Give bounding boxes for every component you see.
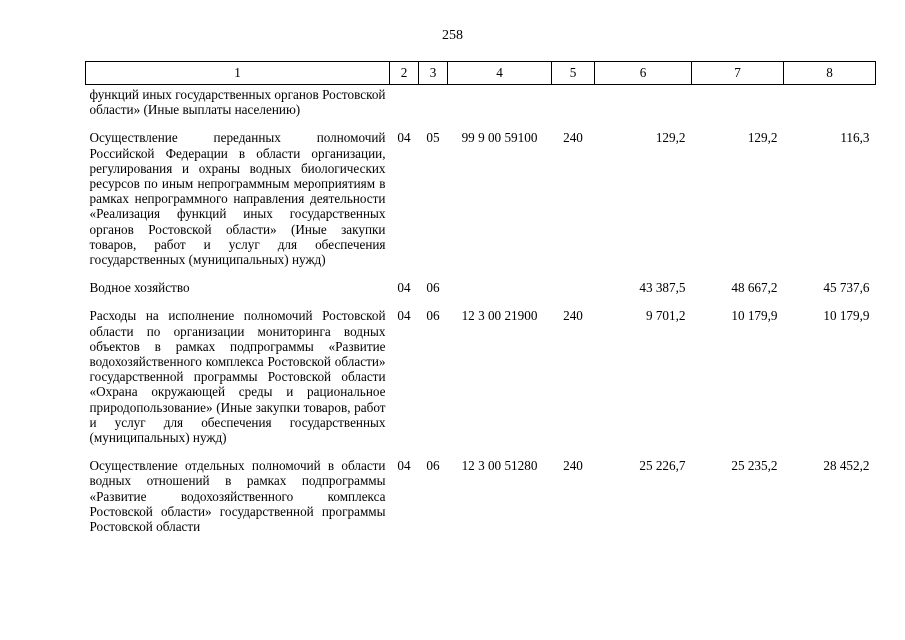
- row-target-code: 12 3 00 21900: [461, 308, 538, 324]
- row-amount-col6: 25 226,7: [639, 458, 686, 474]
- row-expense-type: [552, 280, 595, 308]
- row-description: функций иных государственных органов Ростовской области» (Иные выплаты населению): [89, 87, 386, 118]
- row-section: 04: [397, 308, 411, 324]
- row-expense-type: [552, 85, 595, 131]
- header-col-3: 3: [419, 62, 448, 85]
- table-body: [86, 85, 876, 535]
- row-section: 04: [397, 458, 411, 474]
- row-amount-col8: 116,3: [840, 130, 870, 146]
- header-col-2: 2: [390, 62, 419, 85]
- row-amount-col7: 129,2: [747, 130, 778, 146]
- row-expense-type: 240: [563, 308, 583, 324]
- row-section: 04: [397, 280, 411, 296]
- row-description: Водное хозяйство: [89, 280, 190, 296]
- header-col-1: 1: [86, 62, 390, 85]
- row-section: 04: [397, 130, 411, 146]
- row-subsection: 06: [426, 280, 440, 296]
- row-amount-col6: 129,2: [655, 130, 686, 146]
- row-subsection: 06: [426, 458, 440, 474]
- header-row: [86, 62, 876, 85]
- header-col-5: 5: [552, 62, 595, 85]
- row-subsection: 05: [426, 130, 440, 146]
- page-number: 258: [442, 28, 463, 43]
- budget-table: [85, 61, 876, 534]
- row-description: Расходы на исполнение полномочий Ростовской области по организации мониторинга водных объектов в рамках подпрограммы «Развитие водохозяйственного комплекса Ростовской области» государственной программы Ростовской области «Охрана окружающей среды и рациональное природопользование» (Иные закупки товаров, работ и услуг для обеспечения государственных (муниципальных) нужд): [89, 308, 386, 446]
- row-amount-col7: [692, 85, 784, 131]
- row-description: Осуществление отдельных полномочий в области водных отношений в рамках подпрограммы «Развитие водохозяйственного комплекса Ростовской области» государственной программы Ростовской области: [89, 458, 386, 535]
- row-target-code: 99 9 00 59100: [461, 130, 538, 146]
- row-amount-col6: [595, 85, 692, 131]
- row-section: [390, 85, 419, 131]
- table-row: [86, 308, 876, 458]
- row-description: Осуществление переданных полномочий Российской Федерации в области организации, регулирования и охраны водных биологических ресурсов по иным непрограммным мероприятиям в рамках непрограммного направления деятельности «Реализация функций иных государственных органов Ростовской области» (Иные закупки товаров, работ и услуг для обеспечения государственных (муниципальных) нужд): [89, 130, 386, 268]
- row-amount-col7: 25 235,2: [731, 458, 778, 474]
- table-row: [86, 85, 876, 131]
- row-amount-col8: [784, 85, 876, 131]
- row-amount-col7: 10 179,9: [731, 308, 778, 324]
- row-amount-col6: 43 387,5: [639, 280, 686, 296]
- row-amount-col8: 28 452,2: [823, 458, 870, 474]
- row-amount-col7: 48 667,2: [731, 280, 778, 296]
- table-row: [86, 130, 876, 280]
- row-expense-type: 240: [563, 130, 583, 146]
- header-col-4: 4: [448, 62, 552, 85]
- table-header: [86, 62, 876, 85]
- header-col-8: 8: [784, 62, 876, 85]
- header-col-6: 6: [595, 62, 692, 85]
- row-subsection: [419, 85, 448, 131]
- table-row: [86, 280, 876, 308]
- row-subsection: 06: [426, 308, 440, 324]
- row-amount-col6: 9 701,2: [645, 308, 686, 324]
- row-target-code: [448, 280, 552, 308]
- table-row: [86, 458, 876, 534]
- row-expense-type: 240: [563, 458, 583, 474]
- row-target-code: 12 3 00 51280: [461, 458, 538, 474]
- row-target-code: [448, 85, 552, 131]
- row-amount-col8: 10 179,9: [823, 308, 870, 324]
- row-amount-col8: 45 737,6: [823, 280, 870, 296]
- header-col-7: 7: [692, 62, 784, 85]
